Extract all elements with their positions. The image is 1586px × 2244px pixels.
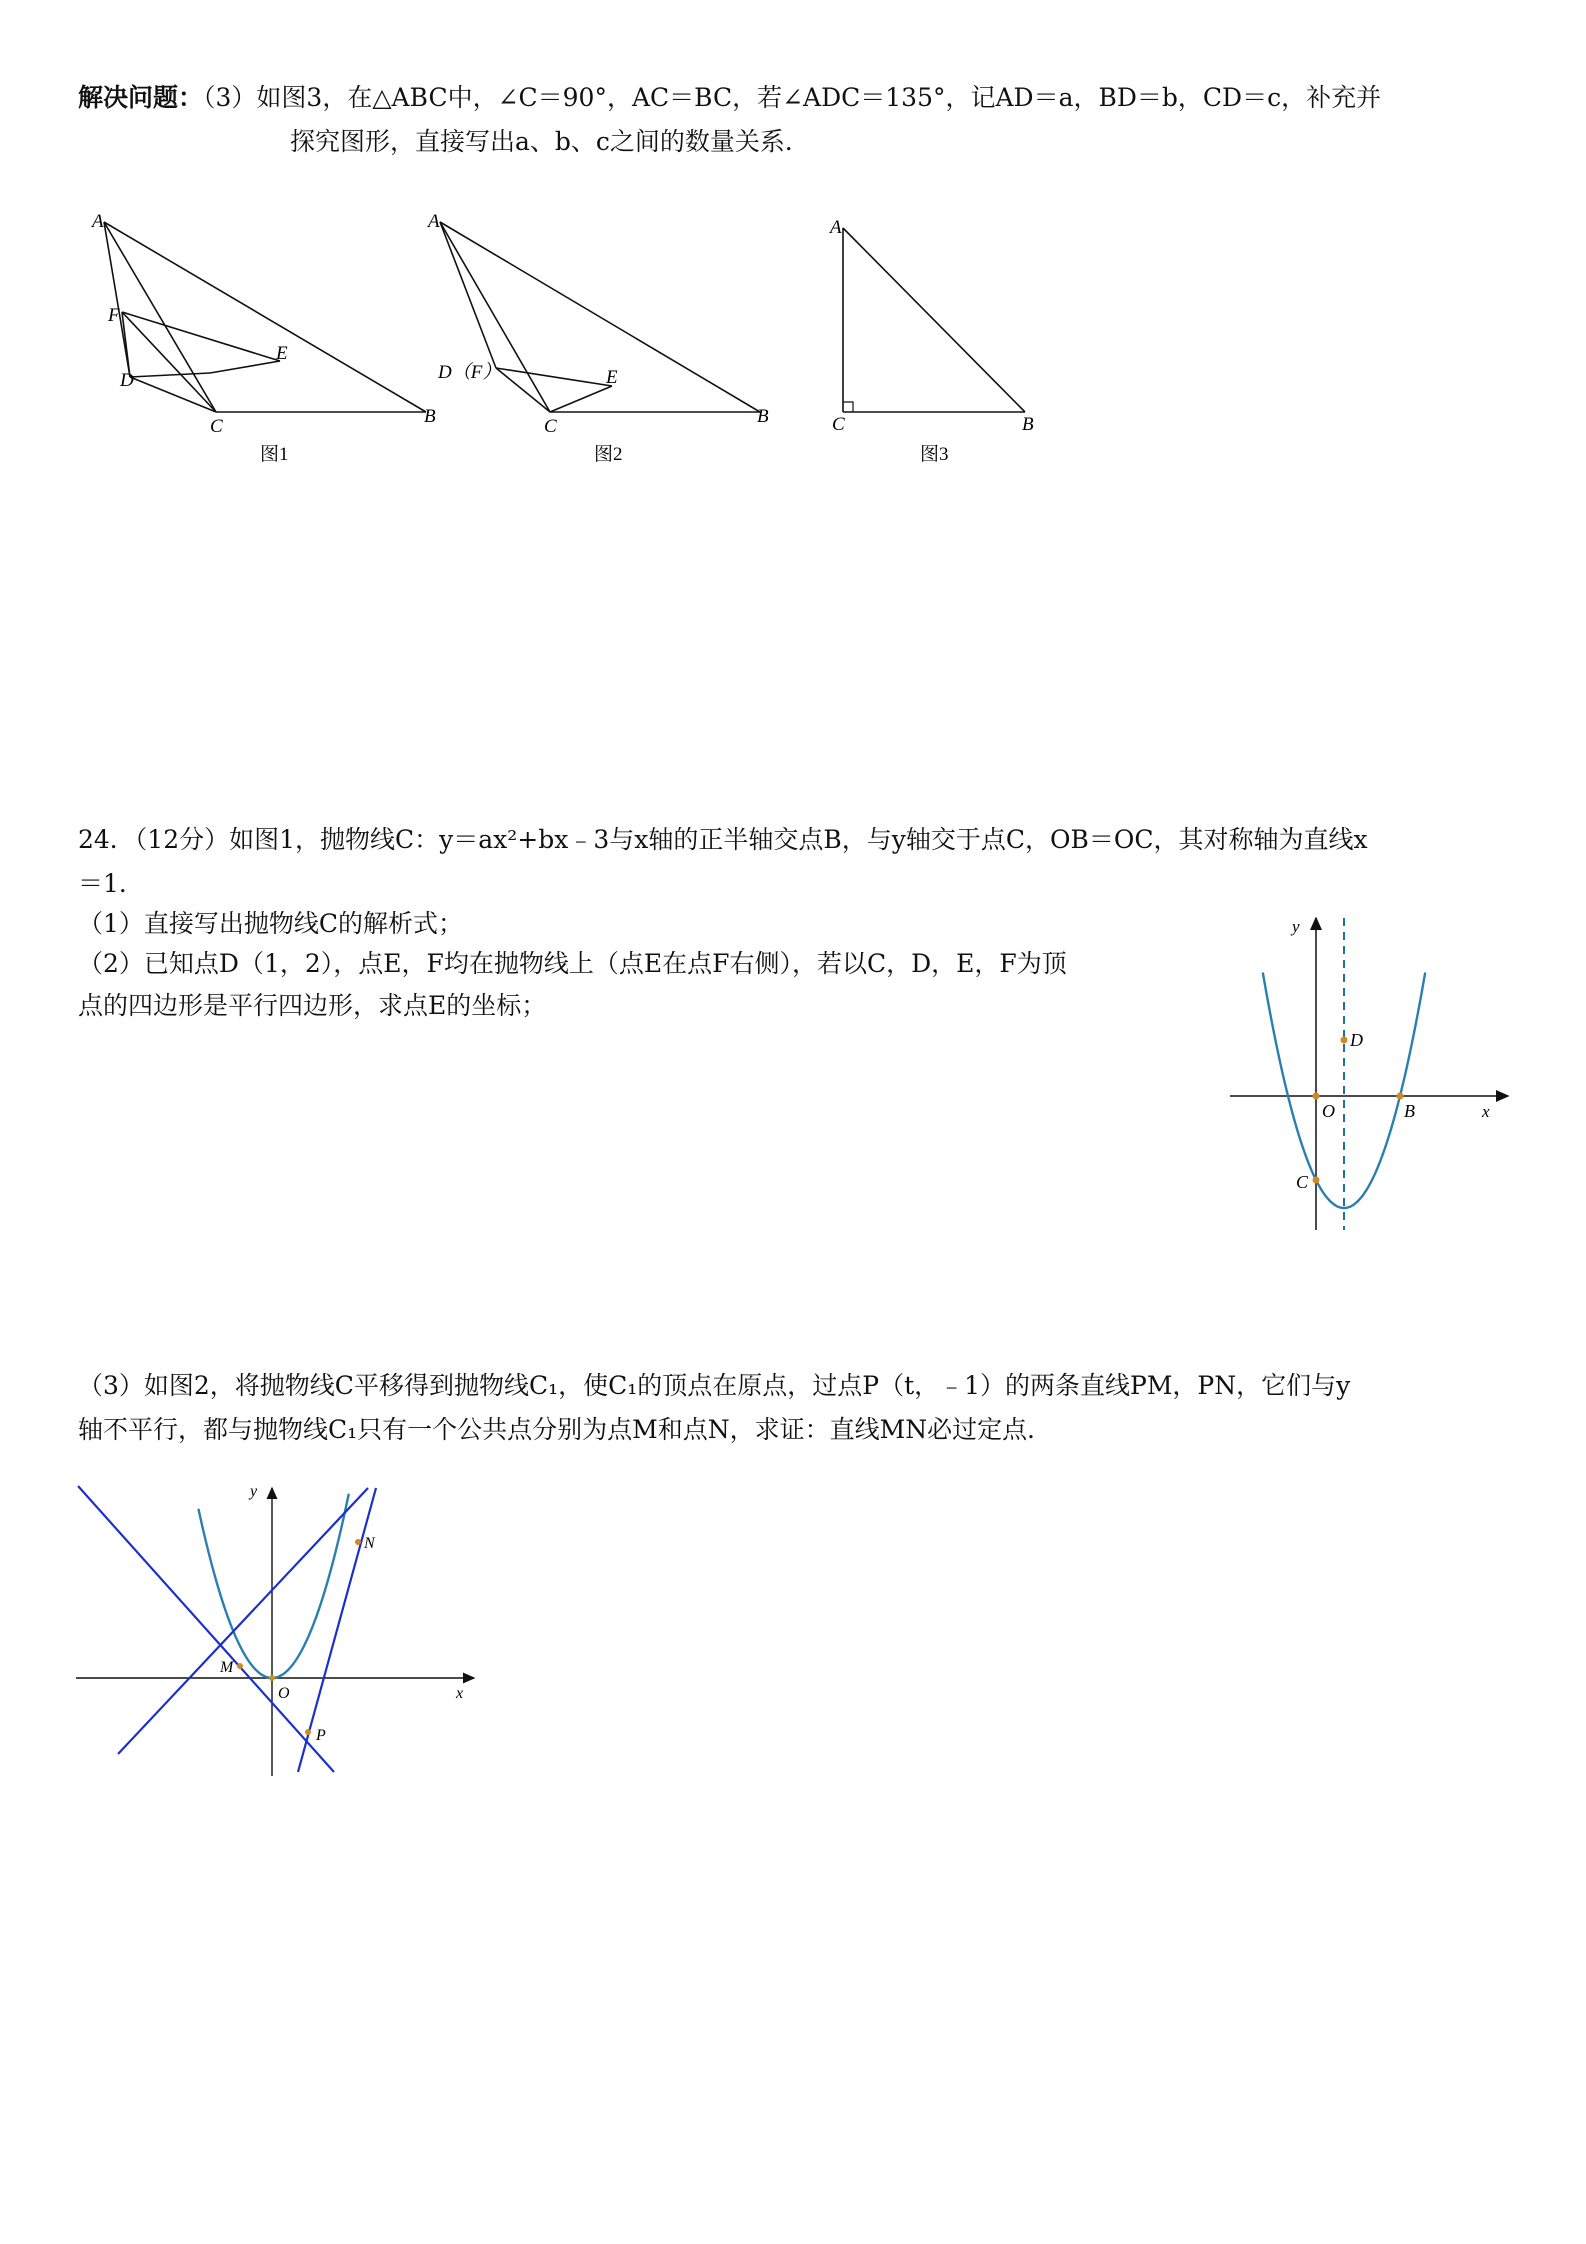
line-pn <box>298 1488 376 1772</box>
q24-part1: （1）直接写出抛物线C的解析式； <box>78 909 464 938</box>
fig3-label-c: C <box>832 414 845 435</box>
q24-head: 24．（12分）如图1，抛物线C：y＝ax²+bx﹣3与x轴的正半轴交点B，与y轴交于点C，OB＝OC，其对称轴为直线x <box>78 825 1368 854</box>
y-label-2: y <box>250 1483 258 1500</box>
point-d-dot <box>1341 1037 1348 1044</box>
n-label: N <box>364 1535 375 1552</box>
fig2-lines <box>440 222 760 412</box>
line-pm <box>78 1486 334 1772</box>
q24-part3-line1: （3）如图2，将抛物线C平移得到抛物线C₁，使C₁的顶点在原点，过点P（t，﹣1）的两条直线PM，PN，它们与y <box>78 1371 1351 1400</box>
p3-text1: （3）如图3，在△ABC中，∠C＝90°，AC＝BC，若∠ADC＝135°，记AD＝a，BD＝b，CD＝c，补充并 <box>203 83 1382 112</box>
fig2-label-e: E <box>606 367 618 388</box>
b-label: B <box>1404 1101 1415 1121</box>
fig2-label-df: D（F） <box>438 362 502 383</box>
fig1-lines <box>104 222 426 412</box>
m-label: M <box>220 1659 234 1676</box>
fig2-label-a: A <box>428 211 440 232</box>
fig2-label-c: C <box>544 416 557 437</box>
fig3-lines <box>843 228 1025 412</box>
fig1-label-e: E <box>276 343 288 364</box>
p3-line2: 探究图形，直接写出a、b、c之间的数量关系． <box>290 127 810 156</box>
c-label: C <box>1296 1172 1309 1192</box>
parabola-graph-2 <box>70 1480 490 1780</box>
point-o-dot <box>1313 1093 1320 1100</box>
point-m-dot <box>237 1663 243 1669</box>
fig1-label-f: F <box>108 305 120 326</box>
y-label: y <box>1292 917 1300 936</box>
q24-head2: ＝1． <box>78 869 144 898</box>
o-label-2: O <box>278 1685 290 1702</box>
q24-part3-line2: 轴不平行，都与抛物线C₁只有一个公共点分别为点M和点N，求证：直线MN必过定点． <box>78 1415 1053 1444</box>
fig1-label-c: C <box>210 416 223 437</box>
p3-line1 <box>78 76 1381 120</box>
point-b-dot <box>1397 1093 1404 1100</box>
fig3-caption: 图3 <box>920 444 949 465</box>
parabola-c1 <box>198 1494 348 1678</box>
fig2-label-b: B <box>757 406 769 427</box>
p3-label: 解决问题： <box>78 83 204 112</box>
fig1-label-a: A <box>92 211 104 232</box>
p-label: P <box>316 1727 326 1744</box>
top-figures <box>0 200 1100 480</box>
fig1-label-d: D <box>120 370 134 391</box>
parabola-graph-1 <box>1220 910 1520 1240</box>
q24-part2-line1: （2）已知点D（1，2），点E，F均在抛物线上（点E在点F右侧），若以C，D，E，F为顶 <box>78 949 1067 978</box>
fig1-label-b: B <box>424 406 436 427</box>
q24-part2-line2: 点的四边形是平行四边形，求点E的坐标； <box>78 991 547 1020</box>
point-n-dot <box>355 1539 361 1545</box>
fig2-caption: 图2 <box>594 444 623 465</box>
fig3-label-a: A <box>830 217 842 238</box>
point-p-dot <box>305 1729 311 1735</box>
o-label: O <box>1322 1101 1335 1121</box>
d-label: D <box>1350 1030 1363 1050</box>
fig3-label-b: B <box>1022 414 1034 435</box>
fig1-caption: 图1 <box>260 444 289 465</box>
point-c-dot <box>1313 1177 1320 1184</box>
point-o2-dot <box>269 1675 275 1681</box>
x-label: x <box>1482 1102 1490 1121</box>
line-mn <box>118 1488 368 1754</box>
x-label-2: x <box>456 1685 464 1702</box>
